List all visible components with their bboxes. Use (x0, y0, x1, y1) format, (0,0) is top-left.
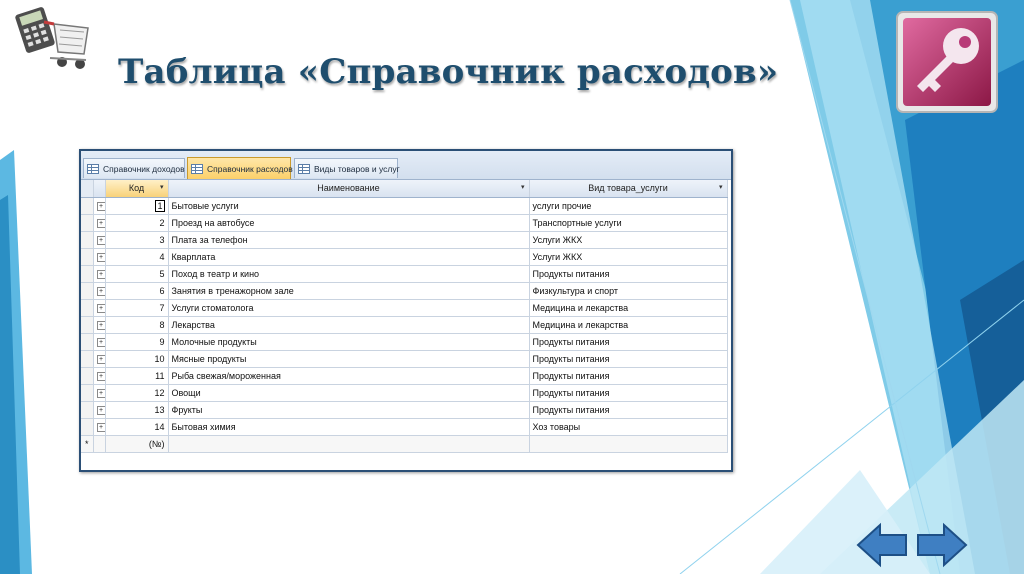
table-row[interactable] (81, 265, 727, 282)
cell-name[interactable]: Овощи (168, 384, 529, 401)
column-header-code[interactable]: Код ▾ (105, 180, 168, 197)
cell-name[interactable]: Бытовые услуги (168, 197, 529, 214)
plus-icon[interactable]: + (97, 253, 106, 262)
cell-name[interactable]: Лекарства (168, 316, 529, 333)
table-row[interactable] (81, 231, 727, 248)
cell-name[interactable]: Бытовая химия (168, 418, 529, 435)
record-selector[interactable] (81, 384, 93, 401)
table-row[interactable] (81, 316, 727, 333)
record-selector[interactable] (81, 231, 93, 248)
record-selector[interactable] (81, 248, 93, 265)
cell-kind[interactable]: Продукты питания (529, 350, 727, 367)
cell-code[interactable]: 3 (105, 231, 168, 248)
expand-button[interactable] (93, 197, 105, 214)
tab-expense-directory[interactable] (187, 157, 291, 179)
plus-icon[interactable]: + (97, 423, 106, 432)
tab-label: Справочник расходов (207, 163, 293, 174)
cell-kind[interactable]: Продукты питания (529, 367, 727, 384)
plus-icon[interactable]: + (97, 287, 106, 296)
datasheet-grid (81, 180, 728, 453)
table-row[interactable] (81, 367, 727, 384)
chevron-down-icon[interactable]: ▾ (520, 184, 525, 191)
cell-kind[interactable]: Продукты питания (529, 384, 727, 401)
new-record-kind[interactable] (529, 435, 727, 452)
cell-kind[interactable]: Продукты питания (529, 333, 727, 350)
cell-code[interactable]: 10 (105, 350, 168, 367)
cell-name[interactable]: Занятия в тренажорном зале (168, 282, 529, 299)
expand-button[interactable] (93, 333, 105, 350)
record-selector[interactable] (81, 401, 93, 418)
expand-button[interactable] (93, 299, 105, 316)
table-icon (87, 164, 99, 174)
cell-name[interactable]: Плата за телефон (168, 231, 529, 248)
table-row[interactable] (81, 299, 727, 316)
table-row[interactable] (81, 401, 727, 418)
table-row[interactable] (81, 214, 727, 231)
new-record-name[interactable] (168, 435, 529, 452)
table-row[interactable] (81, 384, 727, 401)
table-row[interactable] (81, 418, 727, 435)
record-selector[interactable] (81, 333, 93, 350)
right-arrow-icon[interactable] (914, 522, 968, 568)
expand-button[interactable] (93, 367, 105, 384)
cell-code[interactable]: 14 (105, 418, 168, 435)
cell-kind[interactable]: услуги прочие (529, 197, 727, 214)
cell-code[interactable]: 7 (105, 299, 168, 316)
plus-icon[interactable]: + (97, 304, 106, 313)
record-selector[interactable] (81, 214, 93, 231)
plus-icon[interactable]: + (97, 389, 106, 398)
tab-label: Виды товаров и услуг (314, 163, 400, 174)
slide-title: Таблица «Справочник расходов» (118, 52, 779, 92)
table-icon (191, 164, 203, 174)
plus-icon[interactable]: + (97, 236, 106, 245)
tab-label: Справочник доходов (103, 163, 185, 174)
left-arrow-icon[interactable] (856, 522, 910, 568)
cell-kind[interactable]: Продукты питания (529, 265, 727, 282)
plus-icon[interactable]: + (97, 355, 106, 364)
calculator-cart-icon (14, 4, 94, 76)
table-icon (298, 164, 310, 174)
plus-icon[interactable]: + (97, 338, 106, 347)
expand-button[interactable] (93, 214, 105, 231)
cell-kind[interactable]: Услуги ЖКХ (529, 248, 727, 265)
table-row[interactable] (81, 333, 727, 350)
expand-column-header (93, 180, 105, 197)
cell-name[interactable]: Проезд на автобусе (168, 214, 529, 231)
expand-button[interactable] (93, 384, 105, 401)
record-selector[interactable] (81, 350, 93, 367)
cell-code[interactable]: 11 (105, 367, 168, 384)
cell-code[interactable]: 13 (105, 401, 168, 418)
expand-button[interactable] (93, 401, 105, 418)
ms-access-key-logo (893, 8, 1001, 116)
record-selector[interactable] (81, 316, 93, 333)
record-selector[interactable] (81, 299, 93, 316)
tab-income-directory[interactable] (83, 158, 185, 178)
expand-button[interactable] (93, 316, 105, 333)
column-header-name[interactable]: Наименование ▾ (168, 180, 529, 197)
record-selector[interactable] (81, 418, 93, 435)
table-row[interactable] (81, 282, 727, 299)
plus-icon[interactable]: + (97, 219, 106, 228)
record-selector[interactable] (81, 197, 93, 214)
table-row[interactable] (81, 248, 727, 265)
datasheet-window (79, 149, 733, 472)
object-tab-strip (81, 151, 731, 180)
cell-name[interactable]: Молочные продукты (168, 333, 529, 350)
cell-code[interactable]: 12 (105, 384, 168, 401)
select-all-corner[interactable] (81, 180, 93, 197)
tab-goods-services-types[interactable] (294, 158, 398, 178)
cell-code[interactable]: 4 (105, 248, 168, 265)
expand-button[interactable] (93, 418, 105, 435)
cell-kind[interactable]: Продукты питания (529, 401, 727, 418)
plus-icon[interactable]: + (97, 372, 106, 381)
table-row[interactable] (81, 197, 727, 214)
plus-icon[interactable]: + (97, 406, 106, 415)
cell-code[interactable]: 2 (105, 214, 168, 231)
expand-button[interactable] (93, 350, 105, 367)
expand-button[interactable] (93, 248, 105, 265)
record-selector[interactable] (81, 282, 93, 299)
cell-kind[interactable]: Медицина и лекарства (529, 316, 727, 333)
new-record-row[interactable] (81, 435, 727, 452)
cell-kind[interactable]: Медицина и лекарства (529, 299, 727, 316)
cell-code[interactable]: 5 (105, 265, 168, 282)
cell-kind[interactable]: Транспортные услуги (529, 214, 727, 231)
new-record-code[interactable]: (№) (105, 435, 168, 452)
expand-button[interactable] (93, 231, 105, 248)
cell-kind[interactable]: Физкультура и спорт (529, 282, 727, 299)
chevron-down-icon[interactable]: ▾ (159, 184, 164, 191)
cell-name[interactable]: Рыба свежая/мороженная (168, 367, 529, 384)
chevron-down-icon[interactable]: ▾ (718, 184, 723, 191)
cell-kind[interactable]: Хоз товары (529, 418, 727, 435)
cell-name[interactable]: Фрукты (168, 401, 529, 418)
plus-icon[interactable]: + (97, 270, 106, 279)
record-selector[interactable] (81, 265, 93, 282)
plus-icon[interactable]: + (97, 321, 106, 330)
cell-code[interactable]: 9 (105, 333, 168, 350)
cell-code[interactable]: 6 (105, 282, 168, 299)
record-selector[interactable] (81, 367, 93, 384)
cell-name[interactable]: Кварплата (168, 248, 529, 265)
cell-name[interactable]: Услуги стоматолога (168, 299, 529, 316)
cell-name[interactable]: Мясные продукты (168, 350, 529, 367)
datasheet-body (81, 197, 727, 452)
expand-button[interactable] (93, 265, 105, 282)
active-cell-value: 1 (157, 200, 163, 211)
cell-code[interactable] (105, 197, 168, 214)
plus-icon[interactable]: + (97, 202, 106, 211)
column-header-kind[interactable]: Вид товара_услуги ▾ (529, 180, 727, 197)
expand-button[interactable] (93, 282, 105, 299)
cell-code[interactable]: 8 (105, 316, 168, 333)
cell-name[interactable]: Поход в театр и кино (168, 265, 529, 282)
cell-kind[interactable]: Услуги ЖКХ (529, 231, 727, 248)
new-record-marker: * (81, 435, 93, 452)
table-row[interactable] (81, 350, 727, 367)
